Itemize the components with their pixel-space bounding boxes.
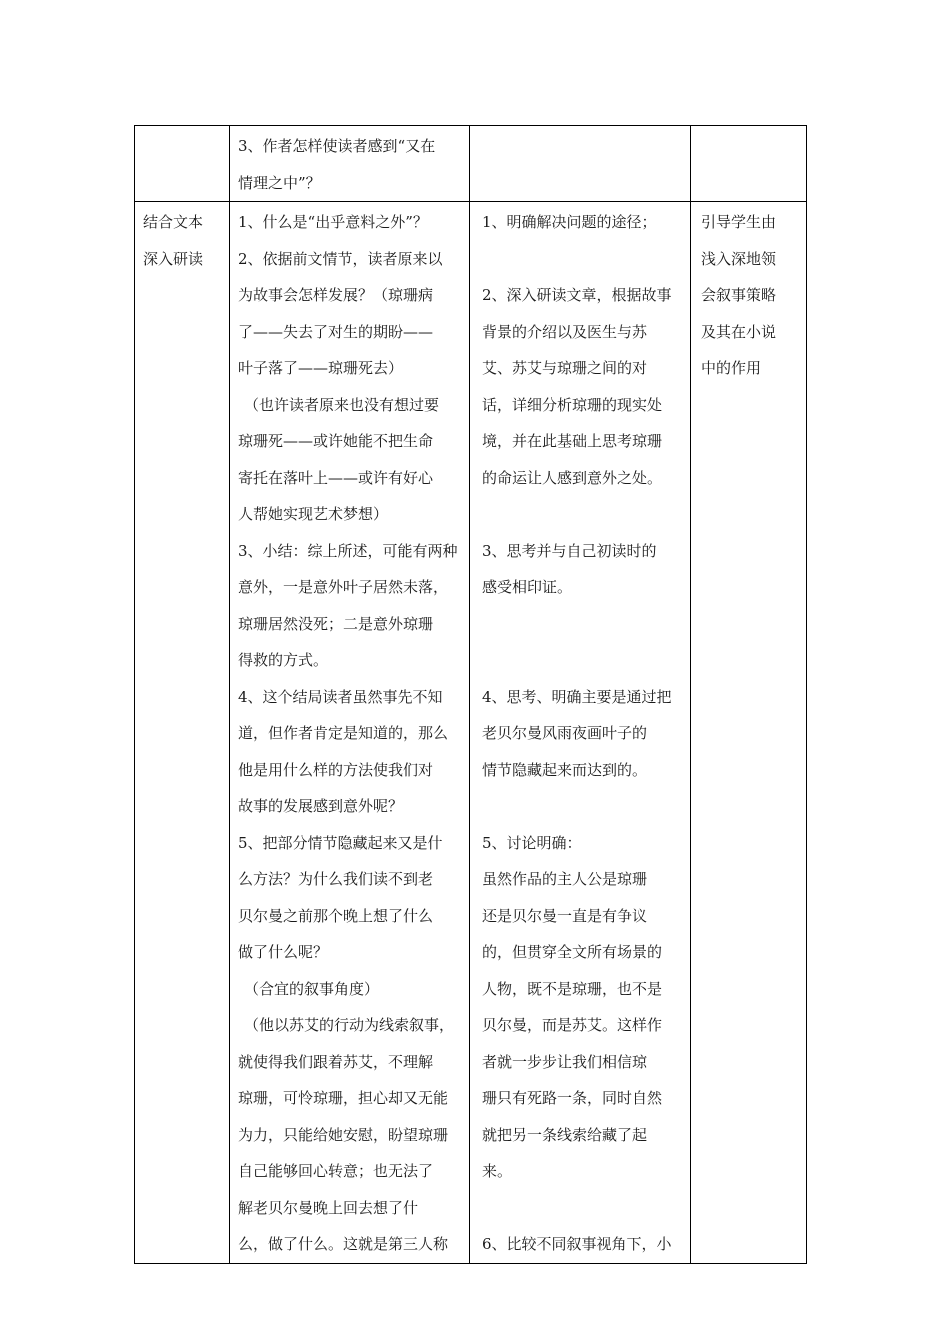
text-line: 感受相印证。	[482, 578, 573, 596]
text-line: 就使得我们跟着苏艾，不理解	[238, 1052, 434, 1071]
stage-label: 深入研读	[143, 249, 204, 268]
text-line: 琼珊居然没死；二是意外琼珊	[238, 614, 434, 633]
lesson-plan-table	[134, 125, 807, 1264]
text-line: 6、比较不同叙事视角下，小	[482, 1235, 672, 1253]
text-line: 虽然作品的主人公是琼珊	[482, 870, 648, 888]
text-line: 得救的方式。	[238, 651, 329, 669]
text-line: 背景的介绍以及医生与苏	[482, 322, 648, 341]
text-line: 的命运让人感到意外之处。	[482, 468, 663, 487]
text-line: 故事的发展感到意外呢？	[238, 797, 404, 815]
text-line: 情理之中”？	[238, 173, 321, 192]
text-line: 者就一步步让我们相信琼	[482, 1052, 648, 1071]
text-line: 老贝尔曼风雨夜画叶子的	[482, 724, 648, 742]
text-line: 1、什么是“出乎意料之外”？	[238, 213, 428, 231]
stage-cell	[135, 202, 230, 1264]
text-line: 话，详细分析琼珊的现实处	[482, 395, 663, 414]
text-line: （合宜的叙事角度）	[244, 979, 380, 998]
text-line: 2、依据前文情节，读者原来以	[238, 249, 443, 268]
text-line: 4、这个结局读者虽然事先不知	[238, 687, 443, 706]
text-line: 4、思考、明确主要是通过把	[482, 687, 672, 706]
design-intent-cell	[691, 202, 807, 1264]
text-line: 3、作者怎样使读者感到“又在	[238, 137, 436, 155]
row1-stage-cell	[135, 126, 230, 202]
text-line: 叶子落了——琼珊死去）	[238, 359, 404, 377]
text-line: 么，做了什么。这就是第三人称	[238, 1235, 449, 1253]
text-line: 1、明确解决问题的途径；	[482, 213, 657, 231]
row1-question-cell	[230, 126, 470, 202]
text-line: 引导学生由	[701, 213, 777, 231]
row1-activity-cell	[470, 126, 691, 202]
table-row	[135, 126, 807, 202]
text-line: 贝尔曼，而是苏艾。这样作	[482, 1016, 663, 1034]
stage-label: 结合文本	[143, 213, 204, 231]
text-line: 浅入深地领	[701, 249, 777, 268]
text-line: 情节隐藏起来而达到的。	[482, 760, 648, 779]
text-line: 道，但作者肯定是知道的，那么	[238, 724, 449, 742]
text-line: 人物，既不是琼珊，也不是	[482, 979, 663, 998]
text-line: 贝尔曼之前那个晚上想了什么	[238, 906, 434, 925]
text-line: 3、小结：综上所述，可能有两种	[238, 541, 458, 560]
text-line: 自己能够回心转意；也无法了	[238, 1162, 434, 1180]
text-line: 做了什么呢？	[238, 943, 329, 961]
text-line: 3、思考并与自己初读时的	[482, 541, 657, 560]
text-line: 了——失去了对生的期盼——	[238, 322, 434, 341]
text-line: 中的作用	[701, 359, 762, 377]
text-line: 5、把部分情节隐藏起来又是什	[238, 833, 443, 852]
text-line: （他以苏艾的行动为线索叙事，	[244, 1016, 455, 1034]
text-line: 的，但贯穿全文所有场景的	[482, 943, 663, 961]
text-line: 人帮她实现艺术梦想）	[238, 505, 389, 523]
text-line: 琼珊死——或许她能不把生命	[238, 432, 434, 450]
text-line: 么方法？为什么我们读不到老	[238, 870, 434, 888]
text-line: 解老贝尔曼晚上回去想了什	[238, 1198, 419, 1217]
text-line: 为故事会怎样发展？（琼珊病	[238, 286, 434, 304]
text-line: （也许读者原来也没有想过要	[244, 395, 440, 414]
student-activities-cell	[470, 202, 691, 1264]
text-line: 及其在小说	[701, 322, 777, 341]
text-line: 2、深入研读文章，根据故事	[482, 286, 672, 304]
text-line: 琼珊，可怜琼珊，担心却又无能	[238, 1089, 449, 1107]
table-row	[135, 202, 807, 1264]
text-line: 意外，一是意外叶子居然未落，	[238, 578, 449, 596]
row1-purpose-cell	[691, 126, 807, 202]
text-line: 5、讨论明确：	[482, 833, 582, 852]
teacher-questions-cell	[230, 202, 470, 1264]
text-line: 还是贝尔曼一直是有争议	[482, 906, 648, 925]
text-line: 珊只有死路一条，同时自然	[482, 1089, 663, 1107]
text-line: 寄托在落叶上——或许有好心	[238, 468, 434, 487]
text-line: 艾、苏艾与琼珊之间的对	[482, 359, 648, 377]
text-line: 境，并在此基础上思考琼珊	[482, 432, 663, 450]
text-line: 来。	[482, 1162, 513, 1180]
text-line: 为力，只能给她安慰，盼望琼珊	[238, 1125, 449, 1144]
text-line: 会叙事策略	[701, 286, 777, 304]
text-line: 就把另一条线索给藏了起	[482, 1125, 648, 1144]
text-line: 他是用什么样的方法使我们对	[238, 760, 434, 779]
